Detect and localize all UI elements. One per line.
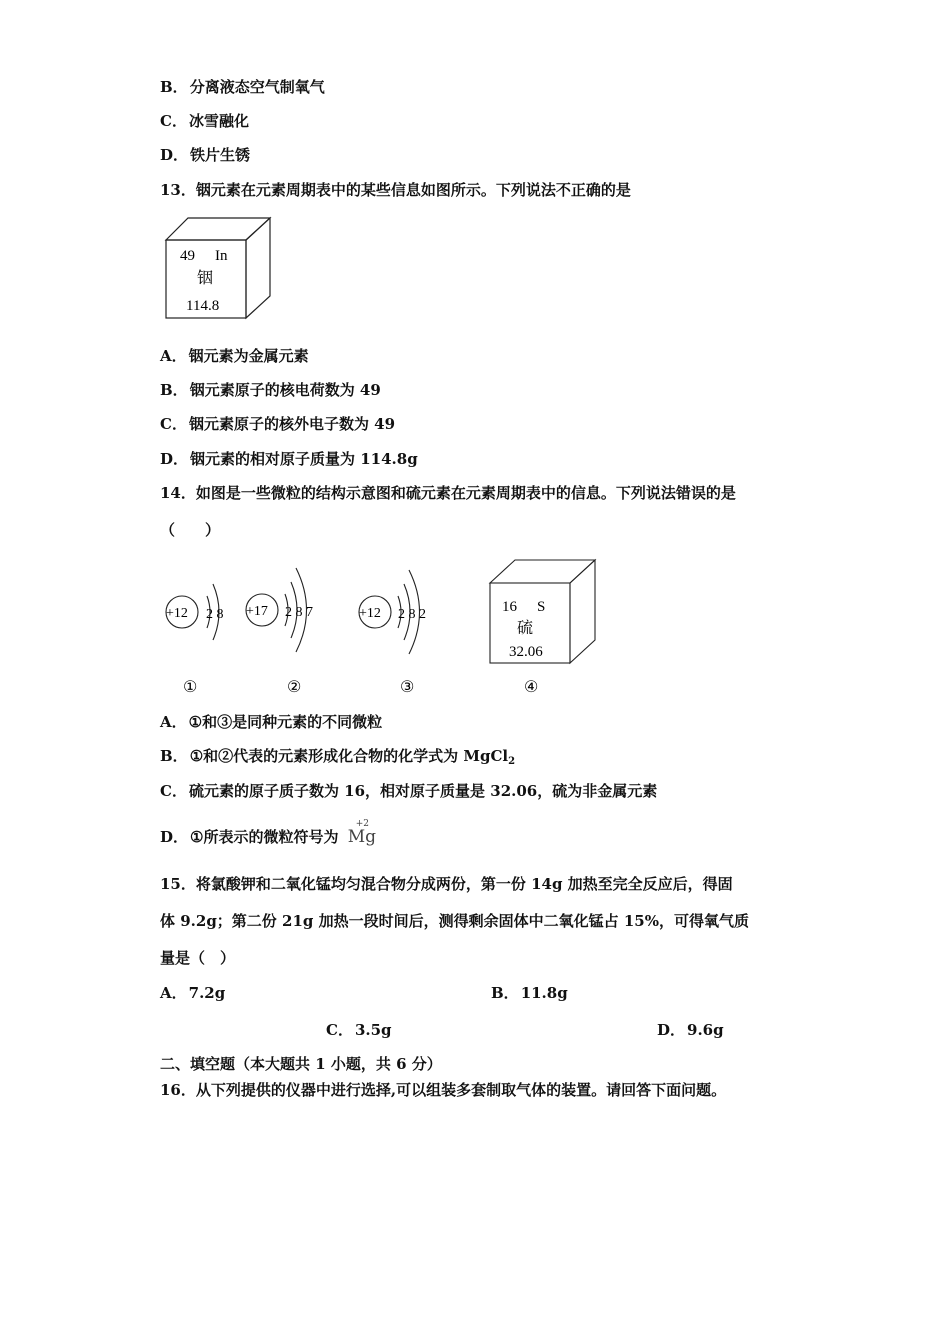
q12-option-b: B． 分离液态空气制氧气 [160, 78, 325, 96]
sulfur-name: 硫 [517, 620, 534, 637]
q13-stem: 13．铟元素在元素周期表中的某些信息如图所示。下列说法不正确的是 [160, 181, 631, 199]
q13-option-b: B． 铟元素原子的核电荷数为 49 [160, 381, 381, 399]
chlorine-subscript: 2 [508, 756, 516, 767]
particle-1-nucleus: +12 [166, 606, 188, 621]
q13-option-c: C． 铟元素原子的核外电子数为 49 [160, 415, 396, 433]
q14-option-c: C． 硫元素的原子质子数为 16，相对原子质量是 32.06，硫为非金属元素 [160, 782, 658, 800]
q13-option-d: D． 铟元素的相对原子质量为 114.8g [160, 450, 418, 468]
sulfur-number: 16 [502, 599, 517, 615]
sulfur-symbol: S [537, 599, 546, 615]
q16-stem: 16．从下列提供的仪器中进行选择,可以组装多套制取气体的装置。请回答下面问题。 [160, 1081, 727, 1099]
sulfur-card-label: ④ [524, 679, 539, 696]
q14-option-b: B． ①和②代表的元素形成化合物的化学式为 MgCl$_2$ [160, 747, 516, 767]
q14-option-d: D． ①所表示的微粒符号为 +2 Mg [160, 827, 376, 847]
sulfur-mass: 32.06 [509, 644, 543, 660]
indium-element-card [160, 212, 276, 324]
magnesium-charge: +2 [355, 819, 369, 829]
q15-option-d: D． 9.6g [657, 1021, 724, 1039]
q15-option-b: B． 11.8g [491, 984, 568, 1002]
indium-name: 铟 [197, 270, 214, 287]
particle-3-label: ③ [400, 679, 415, 696]
q12-option-d: D． 铁片生锈 [160, 146, 251, 164]
particle-1-shells: 2 8 [206, 607, 224, 622]
q15-stem-line-2: 体 9.2g；第二份 21g 加热一段时间后，测得剩余固体中二氧化锰占 15%，可得氧气质 [160, 912, 749, 930]
q12-option-c: C． 冰雪融化 [160, 112, 249, 130]
q15-stem-line-3: 量是（ ） [160, 949, 236, 967]
q15-option-c: C． 3.5g [326, 1021, 392, 1039]
particle-structure-diagrams [155, 548, 605, 698]
indium-mass: 114.8 [186, 298, 220, 314]
particle-1-label: ① [183, 679, 198, 696]
q15-stem-line-1: 15．将氯酸钾和二氧化锰均匀混合物分成两份，第一份 14g 加热至完全反应后，得固 [160, 875, 733, 893]
particle-2-nucleus: +17 [246, 604, 268, 619]
q14-option-a: A． ①和③是同种元素的不同微粒 [160, 713, 383, 731]
particle-2-label: ② [287, 679, 302, 696]
particle-3-shells: 2 8 2 [398, 607, 426, 622]
magnesium-ion-symbol: +2 Mg [348, 827, 376, 847]
indium-symbol: In [215, 248, 228, 264]
particle-3-nucleus: +12 [359, 606, 381, 621]
particle-2-shells: 2 8 7 [285, 605, 313, 620]
q14-stem-paren: （ ） [160, 521, 221, 539]
q15-option-a: A． 7.2g [160, 984, 226, 1002]
q13-option-a: A． 铟元素为金属元素 [160, 347, 309, 365]
indium-number: 49 [180, 248, 195, 264]
q14-stem: 14．如图是一些微粒的结构示意图和硫元素在元素周期表中的信息。下列说法错误的是 [160, 484, 736, 502]
section-2-heading: 二、填空题（本大题共 1 小题，共 6 分） [160, 1055, 442, 1073]
